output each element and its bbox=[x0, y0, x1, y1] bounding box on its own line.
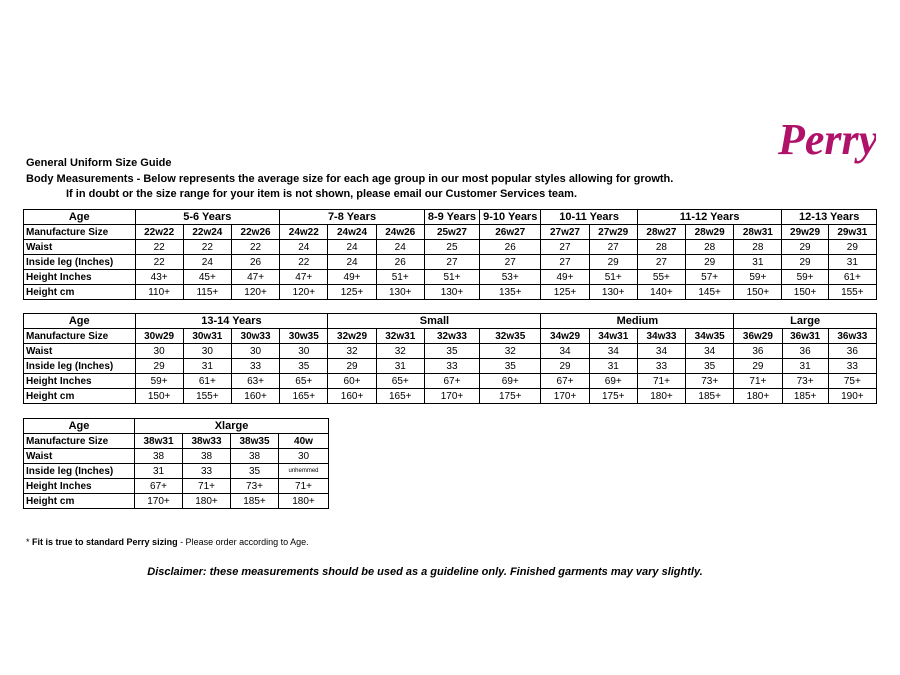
age-group-header: 10-11 Years bbox=[541, 210, 637, 225]
waist-label: Waist bbox=[24, 449, 135, 464]
table-cell: 150+ bbox=[734, 285, 782, 300]
table-cell: 155+ bbox=[828, 285, 876, 300]
footnote-bold: Fit is true to standard Perry sizing bbox=[32, 537, 178, 547]
table-cell: 49+ bbox=[541, 270, 589, 285]
table-cell: 61+ bbox=[183, 374, 231, 389]
table-cell: 28 bbox=[686, 240, 734, 255]
table-cell: 33 bbox=[424, 359, 479, 374]
table-cell: 31 bbox=[376, 359, 424, 374]
table-cell: 115+ bbox=[183, 285, 231, 300]
table-cell: 145+ bbox=[686, 285, 734, 300]
table-cell: 60+ bbox=[328, 374, 376, 389]
table-cell: 35 bbox=[686, 359, 734, 374]
table-cell: 29 bbox=[135, 359, 183, 374]
table-cell: 22 bbox=[135, 240, 183, 255]
table-cell: 185+ bbox=[782, 389, 828, 404]
inside-leg-label: Inside leg (Inches) bbox=[24, 464, 135, 479]
table-cell: 22 bbox=[231, 240, 279, 255]
table-cell: 28w27 bbox=[637, 225, 685, 240]
table-cell: 30 bbox=[183, 344, 231, 359]
table-cell: 35 bbox=[280, 359, 328, 374]
table-cell: 28 bbox=[734, 240, 782, 255]
table-cell: 73+ bbox=[231, 479, 279, 494]
manufacture-size-row bbox=[24, 225, 877, 240]
table-cell: 31 bbox=[828, 255, 876, 270]
manufacture-size-label: Manufacture Size bbox=[24, 434, 135, 449]
table-cell: 120+ bbox=[231, 285, 279, 300]
table-cell: 63+ bbox=[231, 374, 279, 389]
table-cell: 38 bbox=[135, 449, 183, 464]
waist-label: Waist bbox=[24, 240, 136, 255]
waist-row bbox=[24, 344, 877, 359]
table-cell: 38w33 bbox=[183, 434, 231, 449]
age-group-header: Xlarge bbox=[135, 419, 329, 434]
table-cell: 180+ bbox=[637, 389, 685, 404]
manufacture-size-label: Manufacture Size bbox=[24, 329, 136, 344]
table-cell: 22w26 bbox=[231, 225, 279, 240]
age-group-header: 5-6 Years bbox=[135, 210, 280, 225]
age-label: Age bbox=[24, 314, 136, 329]
table-cell: 170+ bbox=[424, 389, 479, 404]
table-cell: 32 bbox=[480, 344, 541, 359]
age-group-header: 8-9 Years bbox=[424, 210, 479, 225]
table-cell: 27 bbox=[541, 240, 589, 255]
table-cell: 36w33 bbox=[828, 329, 876, 344]
size-table-adult bbox=[23, 313, 877, 404]
age-label: Age bbox=[24, 210, 136, 225]
table-cell: 25w27 bbox=[424, 225, 479, 240]
height-inches-row bbox=[24, 374, 877, 389]
age-row bbox=[24, 210, 877, 225]
table-cell: 28w29 bbox=[686, 225, 734, 240]
height-inches-row bbox=[24, 479, 329, 494]
table-cell: 28w31 bbox=[734, 225, 782, 240]
table-cell: 31 bbox=[782, 359, 828, 374]
table-cell: 26w27 bbox=[480, 225, 541, 240]
table-cell: 55+ bbox=[637, 270, 685, 285]
manufacture-size-row bbox=[24, 434, 329, 449]
table-cell: 24 bbox=[328, 255, 376, 270]
table-cell: 25 bbox=[424, 240, 479, 255]
table-cell: 65+ bbox=[280, 374, 328, 389]
table-cell: 57+ bbox=[686, 270, 734, 285]
table-cell: 26 bbox=[376, 255, 424, 270]
table-cell: 36 bbox=[734, 344, 782, 359]
table-cell: 36 bbox=[782, 344, 828, 359]
footnote-rest: - Please order according to Age. bbox=[177, 537, 309, 547]
table-cell: 175+ bbox=[480, 389, 541, 404]
waist-row bbox=[24, 449, 329, 464]
table-cell: 27 bbox=[541, 255, 589, 270]
table-cell: 180+ bbox=[734, 389, 782, 404]
height-cm-row bbox=[24, 285, 877, 300]
table-cell: 22 bbox=[280, 255, 328, 270]
table-cell: 165+ bbox=[376, 389, 424, 404]
age-group-header: 11-12 Years bbox=[637, 210, 782, 225]
table-cell: 24 bbox=[280, 240, 328, 255]
perry-logo bbox=[776, 112, 876, 176]
table-cell: 31 bbox=[589, 359, 637, 374]
table-cell: 73+ bbox=[782, 374, 828, 389]
table-cell: 43+ bbox=[135, 270, 183, 285]
height-cm-row bbox=[24, 389, 877, 404]
age-group-header: 7-8 Years bbox=[280, 210, 425, 225]
table-cell: 27 bbox=[637, 255, 685, 270]
table-cell: 36w31 bbox=[782, 329, 828, 344]
table-cell: 32w35 bbox=[480, 329, 541, 344]
age-group-header: 9-10 Years bbox=[480, 210, 541, 225]
inside-leg-label: Inside leg (Inches) bbox=[24, 359, 136, 374]
table-cell: 59+ bbox=[782, 270, 828, 285]
table-cell: 185+ bbox=[231, 494, 279, 509]
table-cell: 130+ bbox=[376, 285, 424, 300]
table-cell: 110+ bbox=[135, 285, 183, 300]
table-cell: 31 bbox=[183, 359, 231, 374]
logo-text: Perry bbox=[778, 115, 876, 164]
table-cell: 160+ bbox=[328, 389, 376, 404]
table-cell: 27 bbox=[480, 255, 541, 270]
table-cell: 35 bbox=[480, 359, 541, 374]
table-cell: 36 bbox=[828, 344, 876, 359]
height-cm-label: Height cm bbox=[24, 389, 136, 404]
table-cell: 29 bbox=[328, 359, 376, 374]
table-cell: 51+ bbox=[376, 270, 424, 285]
table-cell: 67+ bbox=[424, 374, 479, 389]
inside-leg-row bbox=[24, 359, 877, 374]
table-cell: 71+ bbox=[734, 374, 782, 389]
table-cell: 29w31 bbox=[828, 225, 876, 240]
disclaimer: Disclaimer: these measurements should be used as a guideline only. Finished garments may vary slightly. bbox=[147, 566, 703, 578]
height-inches-label: Height Inches bbox=[24, 374, 136, 389]
table-cell: 29 bbox=[828, 240, 876, 255]
inside-leg-label: Inside leg (Inches) bbox=[24, 255, 136, 270]
table-cell: 38w31 bbox=[135, 434, 183, 449]
table-cell: 30w33 bbox=[231, 329, 279, 344]
table-cell: 47+ bbox=[231, 270, 279, 285]
manufacture-size-row bbox=[24, 329, 877, 344]
table-cell: 36w29 bbox=[734, 329, 782, 344]
table-cell: 47+ bbox=[280, 270, 328, 285]
table-cell: 35 bbox=[231, 464, 279, 479]
table-cell: 27 bbox=[589, 240, 637, 255]
table-cell: 140+ bbox=[637, 285, 685, 300]
height-cm-label: Height cm bbox=[24, 285, 136, 300]
table-cell: 51+ bbox=[589, 270, 637, 285]
height-inches-row bbox=[24, 270, 877, 285]
table-cell: 32 bbox=[376, 344, 424, 359]
table-cell: 61+ bbox=[828, 270, 876, 285]
inside-leg-row bbox=[24, 255, 877, 270]
table-cell: 185+ bbox=[686, 389, 734, 404]
table-cell: 135+ bbox=[480, 285, 541, 300]
table-cell: 71+ bbox=[637, 374, 685, 389]
age-group-header: Large bbox=[734, 314, 877, 329]
table-cell: 125+ bbox=[328, 285, 376, 300]
table-cell: 38 bbox=[183, 449, 231, 464]
table-cell: 130+ bbox=[424, 285, 479, 300]
age-group-header: 13-14 Years bbox=[135, 314, 328, 329]
table-cell: 29 bbox=[734, 359, 782, 374]
height-cm-row bbox=[24, 494, 329, 509]
fit-footnote bbox=[26, 537, 309, 547]
table-cell: 26 bbox=[480, 240, 541, 255]
age-row bbox=[24, 314, 877, 329]
table-cell: 22 bbox=[135, 255, 183, 270]
table-cell: 24w26 bbox=[376, 225, 424, 240]
table-cell: 170+ bbox=[135, 494, 183, 509]
table-cell: 71+ bbox=[279, 479, 329, 494]
table-cell: 31 bbox=[135, 464, 183, 479]
contact-text: If in doubt or the size range for your item is not shown, please email our Customer Services team. bbox=[66, 188, 578, 200]
table-cell: 27w27 bbox=[541, 225, 589, 240]
table-cell: 175+ bbox=[589, 389, 637, 404]
table-cell: 59+ bbox=[734, 270, 782, 285]
table-cell: 22w24 bbox=[183, 225, 231, 240]
height-inches-label: Height Inches bbox=[24, 479, 135, 494]
table-cell: 31 bbox=[734, 255, 782, 270]
table-cell: unhemmed bbox=[279, 464, 329, 479]
table-cell: 33 bbox=[828, 359, 876, 374]
table-cell: 29 bbox=[782, 240, 828, 255]
age-label: Age bbox=[24, 419, 135, 434]
table-cell: 73+ bbox=[686, 374, 734, 389]
table-cell: 28 bbox=[637, 240, 685, 255]
table-cell: 33 bbox=[637, 359, 685, 374]
table-cell: 22w22 bbox=[135, 225, 183, 240]
table-cell: 130+ bbox=[589, 285, 637, 300]
table-cell: 34w33 bbox=[637, 329, 685, 344]
page-title: General Uniform Size Guide bbox=[26, 157, 172, 169]
table-cell: 29w29 bbox=[782, 225, 828, 240]
table-cell: 30w31 bbox=[183, 329, 231, 344]
table-cell: 170+ bbox=[541, 389, 589, 404]
table-cell: 30w35 bbox=[280, 329, 328, 344]
table-cell: 32w31 bbox=[376, 329, 424, 344]
table-cell: 34w29 bbox=[541, 329, 589, 344]
table-cell: 27 bbox=[424, 255, 479, 270]
table-cell: 51+ bbox=[424, 270, 479, 285]
table-cell: 30w29 bbox=[135, 329, 183, 344]
table-cell: 24w22 bbox=[280, 225, 328, 240]
age-group-header: Small bbox=[328, 314, 541, 329]
table-cell: 30 bbox=[135, 344, 183, 359]
table-cell: 29 bbox=[589, 255, 637, 270]
height-cm-label: Height cm bbox=[24, 494, 135, 509]
table-cell: 34 bbox=[637, 344, 685, 359]
size-table-kids bbox=[23, 209, 877, 300]
table-cell: 40w bbox=[279, 434, 329, 449]
table-cell: 29 bbox=[541, 359, 589, 374]
table-cell: 75+ bbox=[828, 374, 876, 389]
inside-leg-row bbox=[24, 464, 329, 479]
table-cell: 120+ bbox=[280, 285, 328, 300]
table-cell: 29 bbox=[686, 255, 734, 270]
table-cell: 30 bbox=[279, 449, 329, 464]
table-cell: 67+ bbox=[135, 479, 183, 494]
table-cell: 32w33 bbox=[424, 329, 479, 344]
table-cell: 180+ bbox=[183, 494, 231, 509]
waist-label: Waist bbox=[24, 344, 136, 359]
table-cell: 34 bbox=[541, 344, 589, 359]
table-cell: 34 bbox=[589, 344, 637, 359]
table-cell: 32w29 bbox=[328, 329, 376, 344]
manufacture-size-label: Manufacture Size bbox=[24, 225, 136, 240]
table-cell: 22 bbox=[183, 240, 231, 255]
table-cell: 150+ bbox=[135, 389, 183, 404]
age-group-header: Medium bbox=[541, 314, 734, 329]
table-cell: 150+ bbox=[782, 285, 828, 300]
table-cell: 27w29 bbox=[589, 225, 637, 240]
table-cell: 34 bbox=[686, 344, 734, 359]
table-cell: 69+ bbox=[480, 374, 541, 389]
table-cell: 29 bbox=[782, 255, 828, 270]
table-cell: 71+ bbox=[183, 479, 231, 494]
table-cell: 24 bbox=[183, 255, 231, 270]
table-cell: 35 bbox=[424, 344, 479, 359]
table-cell: 190+ bbox=[828, 389, 876, 404]
table-cell: 67+ bbox=[541, 374, 589, 389]
table-cell: 155+ bbox=[183, 389, 231, 404]
table-cell: 30 bbox=[231, 344, 279, 359]
age-group-header: 12-13 Years bbox=[782, 210, 877, 225]
table-cell: 165+ bbox=[280, 389, 328, 404]
table-cell: 34w35 bbox=[686, 329, 734, 344]
table-cell: 53+ bbox=[480, 270, 541, 285]
table-cell: 33 bbox=[231, 359, 279, 374]
table-cell: 59+ bbox=[135, 374, 183, 389]
age-row bbox=[24, 419, 329, 434]
table-cell: 125+ bbox=[541, 285, 589, 300]
table-cell: 33 bbox=[183, 464, 231, 479]
table-cell: 49+ bbox=[328, 270, 376, 285]
footnote-star: * bbox=[26, 537, 30, 547]
table-cell: 45+ bbox=[183, 270, 231, 285]
table-cell: 26 bbox=[231, 255, 279, 270]
intro-text: Body Measurements - Below represents the average size for each age group in our most popular styles allowing for growth. bbox=[26, 173, 674, 185]
height-inches-label: Height Inches bbox=[24, 270, 136, 285]
table-cell: 30 bbox=[280, 344, 328, 359]
table-cell: 160+ bbox=[231, 389, 279, 404]
table-cell: 38 bbox=[231, 449, 279, 464]
size-table-xlarge bbox=[23, 418, 329, 509]
waist-row bbox=[24, 240, 877, 255]
table-cell: 34w31 bbox=[589, 329, 637, 344]
table-cell: 69+ bbox=[589, 374, 637, 389]
table-cell: 38w35 bbox=[231, 434, 279, 449]
table-cell: 24 bbox=[328, 240, 376, 255]
table-cell: 65+ bbox=[376, 374, 424, 389]
table-cell: 32 bbox=[328, 344, 376, 359]
table-cell: 24w24 bbox=[328, 225, 376, 240]
table-cell: 180+ bbox=[279, 494, 329, 509]
table-cell: 24 bbox=[376, 240, 424, 255]
